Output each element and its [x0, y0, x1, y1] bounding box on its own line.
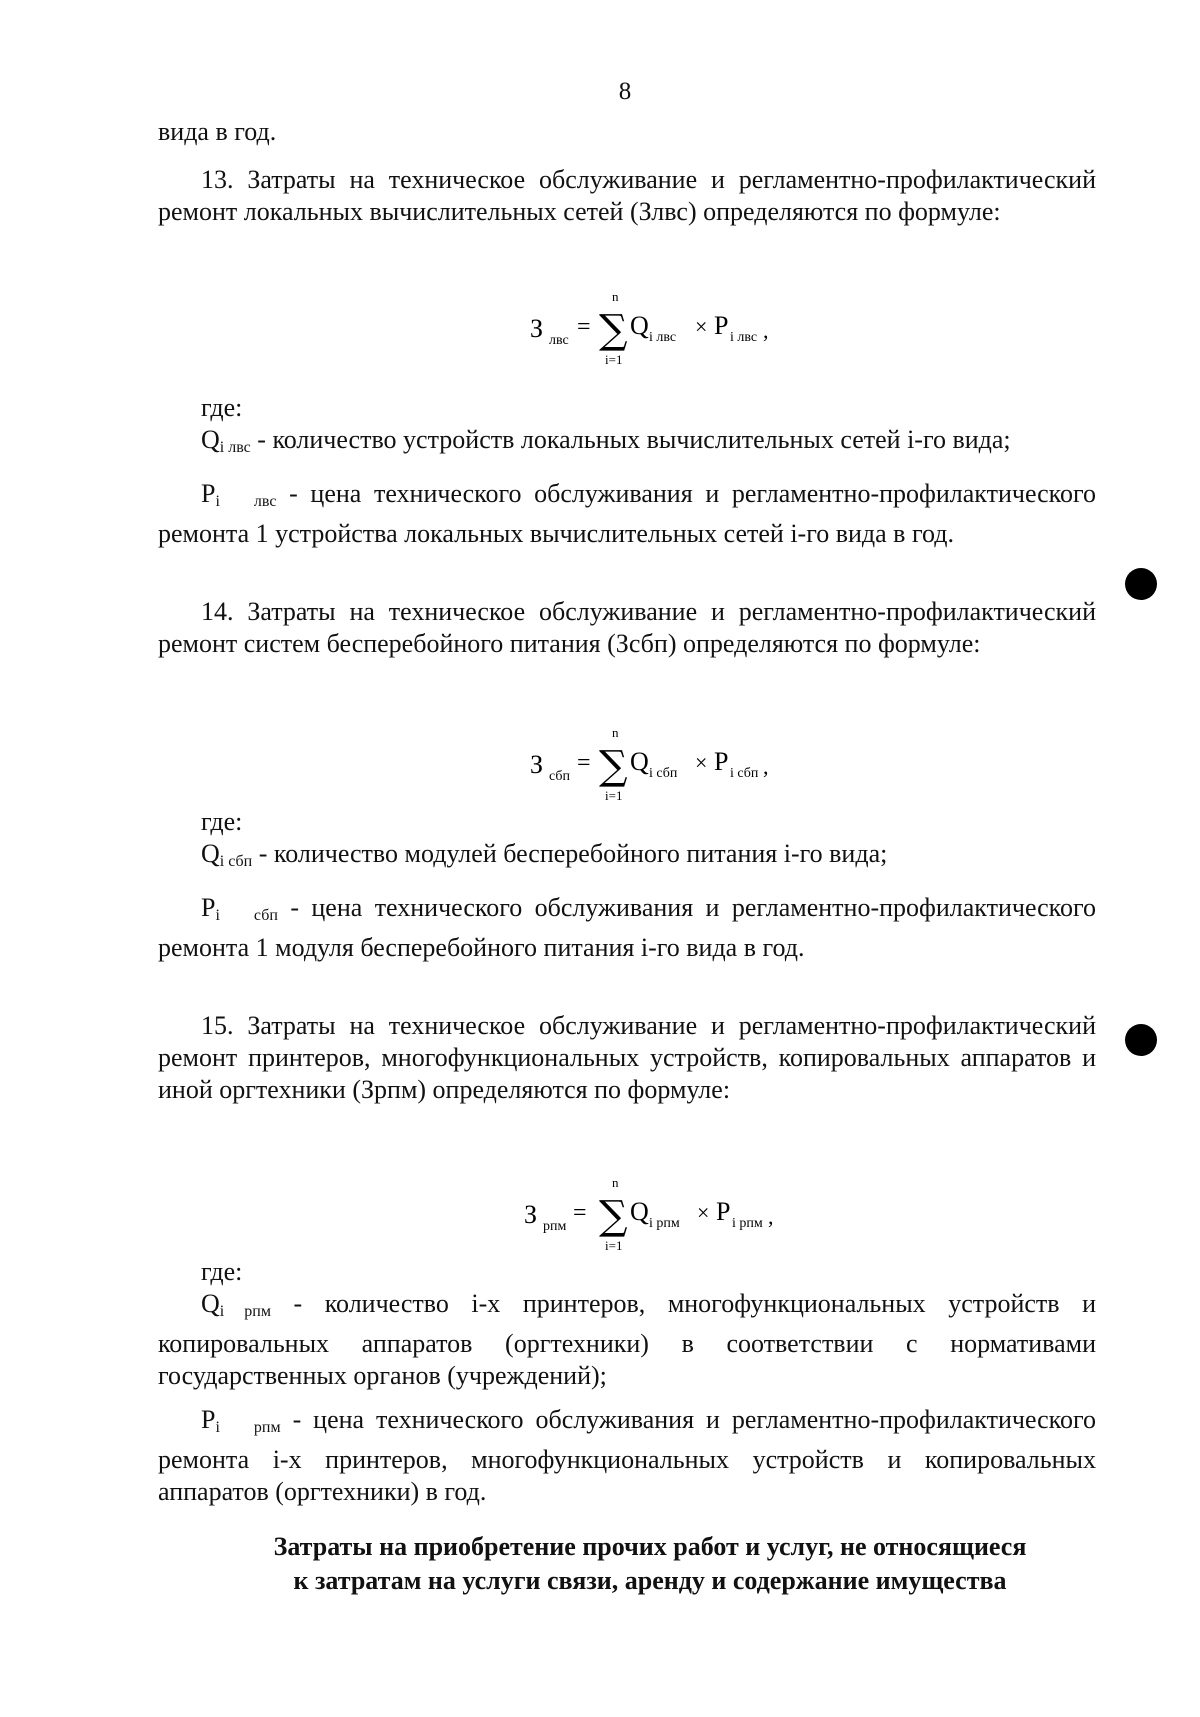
formula-13-q-sub: i лвс — [649, 330, 677, 345]
p-subscript-name: сбп — [253, 907, 278, 924]
formula-15-sigma: ∑ — [599, 1193, 628, 1239]
formula-14-sum-bottom: i=1 — [605, 788, 623, 803]
p-definition-text: - цена технического обслуживания и регламентно-профилактического ремонта i-х принтеров, многофункциональных устройств и копировальных аппаратов (оргтехники) в год. — [158, 1405, 1096, 1506]
q-definition-text: - количество i-х принтеров, многофункциональных устройств и копировальных аппаратов (оргтехники) в соответствии с нормативами государственных органов (учреждений); — [158, 1289, 1096, 1390]
formula-14-end: , — [763, 754, 769, 779]
section-15-q-definition — [158, 1288, 1096, 1392]
formula-13-q: Q — [630, 311, 649, 340]
formula-15 — [0, 1172, 1200, 1262]
formula-15-sum-top: n — [612, 1175, 619, 1190]
p-symbol: P — [201, 479, 216, 508]
formula-14-p-sub: i сбп — [730, 766, 759, 781]
formula-14-times: × — [695, 750, 708, 775]
q-subscript: i рпм — [219, 1303, 271, 1320]
formula-15-q-sub: i рпм — [649, 1216, 680, 1231]
q-definition-text: - количество устройств локальных вычислительных сетей i-го вида; — [257, 425, 1011, 454]
formula-13-sum-top: n — [612, 289, 619, 304]
punch-hole-mark — [1125, 568, 1157, 600]
section-heading-line-1: Затраты на приобретение прочих работ и услуг, не относящиеся — [273, 1532, 1027, 1561]
formula-15-p-sub: i рпм — [732, 1216, 763, 1231]
formula-13-p-sub: i лвс — [730, 330, 758, 345]
p-symbol: P — [201, 1405, 216, 1434]
formula-14-p: P — [714, 747, 729, 776]
section-14-q-definition — [201, 838, 1096, 878]
formula-15-eq: = — [573, 1200, 587, 1226]
p-subscript-i: i — [215, 1419, 220, 1436]
section-15-paragraph — [158, 1010, 1096, 1106]
page-number: 8 — [618, 78, 632, 105]
formula-14-sum-top: n — [612, 725, 619, 740]
formula-14 — [0, 722, 1200, 812]
section-14-p-definition — [158, 892, 1096, 964]
formula-13 — [0, 286, 1200, 376]
formula-15-end: , — [768, 1204, 774, 1229]
formula-13-times: × — [695, 314, 708, 339]
q-subscript: i лвс — [219, 439, 251, 456]
formula-15-p: P — [716, 1197, 731, 1226]
p-subscript-i: i — [215, 493, 220, 510]
section-15-p-definition — [158, 1404, 1096, 1508]
formula-13-svg — [0, 286, 1200, 376]
formula-15-times: × — [697, 1200, 710, 1225]
formula-15-svg — [0, 1172, 1200, 1262]
section-14-paragraph — [158, 596, 1096, 660]
formula-14-eq: = — [577, 750, 591, 776]
formula-14-lhs: З — [530, 750, 544, 779]
formula-13-lhs-sub: лвс — [549, 333, 569, 348]
formula-15-lhs: З — [524, 1200, 538, 1229]
formula-13-sigma: ∑ — [599, 307, 628, 353]
formula-13-end: , — [763, 318, 769, 343]
section-heading-line-2: к затратам на услуги связи, аренду и содержание имущества — [293, 1566, 1007, 1595]
p-subscript-name: рпм — [253, 1419, 281, 1436]
formula-13-eq: = — [577, 314, 591, 340]
section-13-q-definition — [201, 424, 1096, 464]
section-13-paragraph — [158, 164, 1096, 228]
q-symbol: Q — [201, 1289, 220, 1318]
section-14-where: где: — [201, 807, 243, 836]
section-15-text: 15. Затраты на техническое обслуживание и регламентно-профилактический ремонт принтеров, многофункциональных устройств, копировальных аппаратов и иной оргтехники (Зрпм) определяются по формуле: — [158, 1011, 1096, 1104]
q-symbol: Q — [201, 839, 220, 868]
q-definition-text: - количество модулей бесперебойного питания i-го вида; — [258, 839, 888, 868]
section-14-text: 14. Затраты на техническое обслуживание и регламентно-профилактический ремонт систем бесперебойного питания (Зсбп) определяются по формуле: — [158, 597, 1096, 658]
intro-line: вида в год. — [158, 117, 277, 146]
p-subscript-name: лвс — [253, 493, 277, 510]
section-13-p-definition — [158, 478, 1096, 550]
formula-14-svg — [0, 722, 1200, 812]
punch-hole-mark — [1125, 1024, 1157, 1056]
formula-13-p: P — [714, 311, 729, 340]
p-definition-text: - цена технического обслуживания и регламентно-профилактического ремонта 1 модуля бесперебойного питания i-го вида в год. — [158, 893, 1096, 962]
section-15-where: где: — [201, 1257, 243, 1286]
q-subscript: i сбп — [219, 853, 253, 870]
p-symbol: P — [201, 893, 216, 922]
p-definition-text: - цена технического обслуживания и регламентно-профилактического ремонта 1 устройства локальных вычислительных сетей i-го вида в год. — [158, 479, 1097, 548]
formula-15-lhs-sub: рпм — [543, 1219, 567, 1234]
formula-15-q: Q — [630, 1197, 649, 1226]
section-13-text: 13. Затраты на техническое обслуживание и регламентно-профилактический ремонт локальных вычислительных сетей (Злвс) определяются по формуле: — [158, 165, 1096, 226]
formula-15-sum-bottom: i=1 — [605, 1238, 623, 1253]
q-symbol: Q — [201, 425, 220, 454]
section-13-where: где: — [201, 393, 243, 422]
formula-13-sum-bottom: i=1 — [605, 352, 623, 367]
formula-14-lhs-sub: сбп — [549, 769, 570, 784]
formula-13-lhs: З — [530, 314, 544, 343]
formula-14-q: Q — [630, 747, 649, 776]
formula-14-sigma: ∑ — [599, 743, 628, 789]
p-subscript-i: i — [215, 907, 220, 924]
formula-14-q-sub: i сбп — [649, 766, 678, 781]
